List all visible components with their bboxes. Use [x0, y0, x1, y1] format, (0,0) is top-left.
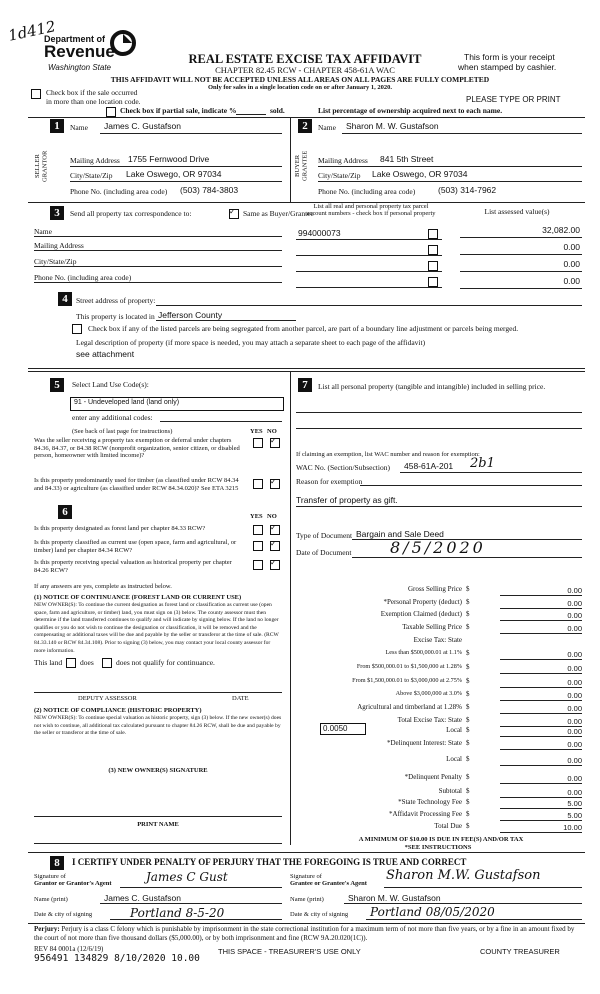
tax-row-dollar: $ [466, 598, 470, 606]
tax-row-dollar: $ [466, 739, 470, 747]
personal-property-checkbox[interactable] [428, 277, 438, 287]
grantee-name[interactable]: Sharon M. W. Gustafson [348, 893, 441, 903]
tax-row-value[interactable]: 0.00 [567, 717, 582, 726]
chapter-line: CHAPTER 82.45 RCW - CHAPTER 458-61A WAC [215, 65, 395, 75]
s6-q3-no-check-icon: ✓ [270, 558, 277, 567]
does-not-label: does not qualify for continuance. [116, 658, 215, 667]
personal-property-checkbox[interactable] [428, 245, 438, 255]
s5-q2-yes-checkbox[interactable] [253, 479, 263, 489]
buyer-name[interactable]: Sharon M. W. Gustafson [346, 121, 439, 131]
tax-row-label: *Delinquent Penalty [404, 773, 462, 781]
assessed-value[interactable]: 0.00 [563, 242, 580, 252]
grantee-date-city[interactable]: Portland 08/05/2020 [370, 905, 495, 919]
doc-date[interactable]: 8/5/2020 [390, 538, 486, 557]
located-county[interactable]: Jefferson County [158, 310, 223, 320]
land-use-label: Select Land Use Code(s): [72, 380, 149, 389]
seller-mailing[interactable]: 1755 Fernwood Drive [128, 154, 210, 164]
segregated-checkbox[interactable] [72, 324, 82, 334]
tax-row-dollar: $ [466, 822, 470, 830]
perjury-text: Perjury is a class C felony which is punishable by imprisonment in the state correctional institution for a maximum term of not more than five years, or by a fine in an amount fixed by the court of not more than five thousand dollars ($5,000.00), or by both imprisonment and fine (RCW 9A.20.020(1C)). [34, 925, 575, 942]
s5-question-1: Was the seller receiving a property tax exemption or deferral under chapters 84.36, 84.37, or 84.38 RCW (nonprofit organization, senior citizen, or disabled person, homeowner with limited income)? [34, 437, 240, 459]
tax-row-dollar: $ [466, 585, 470, 593]
s6-q1-no-check-icon: ✓ [270, 523, 277, 532]
s5-yes-header: YES [250, 428, 263, 435]
tax-row-dollar: $ [466, 649, 470, 657]
tax-row-label: Above $3,000,000 at 3.0% [395, 690, 462, 697]
tax-row-dollar: $ [466, 610, 470, 618]
section-8-number: 8 [50, 856, 64, 870]
grantor-date-city[interactable]: Portland 8-5-20 [130, 906, 225, 920]
tax-row-value[interactable]: 0.00 [567, 740, 582, 749]
section-6-number: 6 [58, 505, 72, 519]
seller-mailing-label: Mailing Address [70, 156, 120, 165]
tax-row-value[interactable]: 0.00 [567, 774, 582, 783]
tax-row-value[interactable]: 0.00 [567, 664, 582, 673]
multi-location-label-1: Check box if the sale occurred [46, 88, 138, 97]
seller-name[interactable]: James C. Gustafson [104, 121, 182, 131]
section-5-number: 5 [50, 378, 64, 392]
reason-value[interactable]: Transfer of property as gift. [296, 495, 398, 505]
logo-revenue: Revenue [44, 42, 115, 61]
parcel-number[interactable]: 994000073 [298, 228, 341, 238]
sold-label: sold. [270, 106, 285, 115]
s6-no-header: NO [267, 513, 277, 520]
tax-row-label: *Personal Property (deduct) [383, 598, 462, 606]
land-does-checkbox[interactable] [66, 658, 76, 668]
buyer-city-label: City/State/Zip [318, 171, 361, 180]
type-or-print: PLEASE TYPE OR PRINT [466, 95, 561, 104]
assessed-value[interactable]: 32,082.00 [542, 225, 580, 235]
s6-yes-header: YES [250, 513, 263, 520]
doc-date-label: Date of Document [296, 548, 352, 557]
section-3-number: 3 [50, 206, 64, 220]
see-instructions: *SEE INSTRUCTIONS [404, 844, 472, 851]
treasurer-stamp: 956491 134829 8/10/2020 10.00 [34, 953, 200, 964]
tax-row-dollar: $ [466, 716, 470, 724]
tax-row-dollar: $ [466, 787, 470, 795]
corr-phone-label: Phone No. (including area code) [34, 273, 132, 282]
deputy-assessor-label: DEPUTY ASSESSOR [78, 695, 137, 702]
buyer-mailing-label: Mailing Address [318, 156, 368, 165]
s6-if-any: If any answers are yes, complete as instructed below. [34, 583, 172, 590]
tax-row-value[interactable]: 5.00 [567, 799, 582, 808]
s6-question-1: Is this property designated as forest land per chapter 84.33 RCW? [34, 525, 206, 532]
s6-question-2: Is this property classified as current use (open space, farm and agricultural, or timber) land per chapter 84.34 RCW? [34, 539, 237, 554]
tax-row-label: *State Technology Fee [398, 798, 462, 806]
assessed-value[interactable]: 0.00 [563, 276, 580, 286]
grantor-signature[interactable]: James C Gust [146, 870, 228, 884]
perjury-note [34, 925, 584, 942]
local-rate-box[interactable] [320, 723, 366, 735]
same-as-buyer-label: Same as Buyer/Grantee [243, 209, 314, 218]
receipt-note-1: This form is your receipt [464, 52, 555, 62]
tax-row-label: *Delinquent Interest: State [386, 739, 462, 747]
print-name-label: PRINT NAME [137, 821, 179, 828]
tax-row-value[interactable]: 0.00 [567, 704, 582, 713]
grantee-date-city-label: Date & city of signing [290, 911, 349, 918]
tax-row-dollar: $ [466, 703, 470, 711]
tax-row-dollar: $ [466, 798, 470, 806]
multi-location-checkbox[interactable] [31, 89, 41, 99]
only-for-line: Only for sales in a single location code on or after January 1, 2020. [208, 84, 392, 91]
tax-row-value[interactable]: 0.00 [567, 691, 582, 700]
tax-row-label: Taxable Selling Price [402, 623, 462, 631]
tax-row-label: Subtotal [438, 787, 462, 795]
tax-row-value[interactable]: 10.00 [563, 823, 582, 832]
county-treasurer: COUNTY TREASURER [480, 947, 560, 956]
tax-row-dollar: $ [466, 663, 470, 671]
revenue-logo [44, 34, 134, 76]
tax-row-value[interactable]: 0.00 [567, 611, 582, 620]
wac-number-label: WAC No. (Section/Subsection) [296, 463, 390, 472]
s6-q2-yes-checkbox[interactable] [253, 541, 263, 551]
s6-question-3: Is this property receiving special valuation as historical property per chapter 84.26 RCW? [34, 559, 232, 574]
notice1-title: (1) NOTICE OF CONTINUANCE (FOREST LAND OR CURRENT USE) [34, 594, 242, 601]
deputy-date-label: DATE [232, 695, 249, 702]
tax-row-label: Agricultural and timberland at 1.28% [357, 703, 462, 711]
see-back-note: (See back of last page for instructions) [72, 428, 173, 435]
form-number: REV 84 0001a (12/6/19) [34, 945, 104, 953]
segregated-label: Check box if any of the listed parcels are being segregated from another parcel, are part of a boundary line adjustment or parcels being merged. [88, 324, 519, 333]
seller-city-label: City/State/Zip [70, 171, 113, 180]
receipt-note-2: when stamped by cashier. [458, 62, 557, 72]
buyer-side-label: BUYER GRANTEE [294, 150, 309, 182]
section-2-number: 2 [298, 119, 312, 133]
partial-percent-field[interactable] [236, 107, 266, 115]
logo-dept-of: Department of [44, 34, 106, 44]
land-use-select[interactable] [70, 397, 284, 411]
grantor-name-label: Name (print) [34, 896, 68, 903]
tax-row-value[interactable]: 5.00 [567, 811, 582, 820]
s5-q2-no-check-icon: ✓ [270, 477, 277, 486]
doc-type[interactable]: Bargain and Sale Deed [356, 529, 444, 539]
this-land-label: This land [34, 658, 63, 667]
s6-q2-no-check-icon: ✓ [270, 539, 277, 548]
grantor-sig-label-1: Signature of [34, 873, 66, 880]
grantee-sig-label-2: Grantee or Grantee's Agent [290, 880, 367, 887]
tax-row-label: Total Excise Tax: State [397, 716, 462, 724]
legal-description-label: Legal description of property (if more space is needed, you may attach a separate sheet to each page of the affidavit) [76, 338, 426, 347]
tax-row-label: *Affidavit Processing Fee [389, 810, 462, 818]
section-7-number: 7 [298, 378, 312, 392]
does-label: does [80, 658, 94, 667]
tax-row-dollar: $ [466, 810, 470, 818]
tax-row-dollar: $ [466, 726, 470, 734]
grantee-signature[interactable]: Sharon M.W. Gustafson [386, 868, 541, 883]
partial-sale-checkbox[interactable] [106, 107, 116, 117]
doc-type-label: Type of Document [296, 531, 353, 540]
personal-property-checkbox[interactable] [428, 261, 438, 271]
tax-row-value[interactable]: 0.00 [567, 756, 582, 765]
buyer-city[interactable]: Lake Oswego, OR 97034 [372, 169, 468, 179]
notice2-title: (2) NOTICE OF COMPLIANCE (HISTORIC PROPERTY) [34, 707, 202, 714]
land-does-not-checkbox[interactable] [102, 658, 112, 668]
section-4-number: 4 [58, 292, 72, 306]
perjury-bold: Perjury: [34, 925, 60, 933]
tax-row-label: Excise Tax: State [413, 636, 462, 644]
partial-sale-label: Check box if partial sale, indicate % [120, 106, 237, 115]
grantor-date-city-label: Date & city of signing [34, 911, 93, 918]
tax-row-value[interactable]: 0.00 [567, 650, 582, 659]
tax-row-label: Exemption Claimed (deduct) [380, 610, 462, 618]
reason-label: Reason for exemption [296, 477, 363, 486]
buyer-phone-label: Phone No. (including area code) [318, 187, 416, 196]
corr-name-label: Name [34, 227, 52, 236]
tax-row-label: Local [446, 755, 462, 763]
tax-row-dollar: $ [466, 623, 470, 631]
page-title: REAL ESTATE EXCISE TAX AFFIDAVIT [188, 52, 422, 66]
tax-row-label: Gross Selling Price [407, 585, 462, 593]
s5-question-2: Is this property predominantly used for timber (as classified under RCW 84.34 and 84.33) or agriculture (as classified under RCW 84.34.020)? See ETA 3215 [34, 477, 239, 492]
treasurer-only: THIS SPACE - TREASURER'S USE ONLY [218, 947, 361, 956]
corr-mailing-label: Mailing Address [34, 241, 84, 250]
section-1-number: 1 [50, 119, 64, 133]
seller-phone[interactable]: (503) 784-3803 [180, 185, 239, 195]
tax-row-value[interactable]: 0.00 [567, 624, 582, 633]
grantor-name[interactable]: James C. Gustafson [104, 893, 182, 903]
located-label: This property is located in [76, 312, 155, 321]
wac-claim-label: If claiming an exemption, list WAC number and reason for exemption: [296, 451, 480, 458]
s5-no-header: NO [267, 428, 277, 435]
corr-city-label: City/State/Zip [34, 257, 77, 266]
seller-side-label: SELLER GRANTOR [34, 150, 49, 182]
notice1-text: NEW OWNER(S): To continue the current designation as forest land or classification as current use (open space, farm and agriculture, or timber) land, you must sign on (3) below. The county assessor must then determine if the land transferred continues to qualify and will indicate by signing below. If the land no longer qualifies or you do not wish to continue the designation or classification, it will be removed and the compensating or additional taxes will be due and payable by the seller or transferor at the time of sale. (RCW 84.33.140 or RCW 84.34.108). Prior to signing (3) below, you may contact your local county assessor for more information. [34, 602, 279, 654]
certify-statement: I CERTIFY UNDER PENALTY OF PERJURY THAT THE FOREGOING IS TRUE AND CORRECT [72, 857, 467, 867]
additional-codes-label: enter any additional codes: [72, 413, 153, 422]
s5-q1-yes-checkbox[interactable] [253, 438, 263, 448]
grantor-sig-label-2: Grantor or Grantor's Agent [34, 880, 112, 887]
tax-row-dollar: $ [466, 690, 470, 698]
s6-q3-yes-checkbox[interactable] [253, 560, 263, 570]
tax-row-value[interactable]: 0.00 [567, 586, 582, 595]
tax-row-dollar: $ [466, 773, 470, 781]
notice2-text: NEW OWNER(S): To continue special valuation as historic property, sign (3) below. If the new owner(s) does not wish to continue, all additional tax calculated pursuant to chapter 84.26 RCW, shall be due and payable by the seller or transferor at the time of sale. [34, 715, 282, 737]
tax-row-value[interactable]: 0.00 [567, 788, 582, 797]
grantee-name-label: Name (print) [290, 896, 324, 903]
grantee-sig-label-1: Signature of [290, 873, 322, 880]
s6-q1-yes-checkbox[interactable] [253, 525, 263, 535]
wac-handwritten: 2b1 [470, 456, 495, 471]
send-correspondence-label: Send all property tax correspondence to: [70, 209, 192, 218]
tax-row-label: Total Due [434, 822, 462, 830]
buyer-phone[interactable]: (503) 314-7962 [438, 185, 497, 195]
buyer-name-label: Name [318, 123, 336, 132]
assessed-value[interactable]: 0.00 [563, 259, 580, 269]
warning-line: THIS AFFIDAVIT WILL NOT BE ACCEPTED UNLESS ALL AREAS ON ALL PAGES ARE FULLY COMPLETED [110, 75, 490, 84]
street-address-label: Street address of property: [76, 296, 156, 305]
logo-state: Washington State [48, 63, 112, 72]
land-use-value: 91 - Undeveloped land (land only) [74, 399, 180, 406]
assessed-header: List assessed value(s) [484, 207, 550, 216]
tax-row-label: Less than $500,000.01 at 1.1% [385, 649, 462, 656]
parcel-header-2: account numbers - check box if personal property [306, 210, 436, 217]
local-rate-value: 0.0050 [323, 724, 348, 733]
logo-swirl-icon [110, 30, 136, 56]
tax-row-label: From $500,000.01 to $1,500,000 at 1.28% [356, 663, 462, 670]
tax-row-label: From $1,500,000.01 to $3,000,000 at 2.75% [352, 677, 462, 684]
tax-row-dollar: $ [466, 755, 470, 763]
parcel-header-1: List all real and personal property tax parcel [313, 203, 429, 210]
tax-row-value[interactable]: 0.00 [567, 599, 582, 608]
list-percentage-label: List percentage of ownership acquired next to each name. [318, 106, 503, 115]
buyer-mailing[interactable]: 841 5th Street [380, 154, 434, 164]
s5-q1-no-check-icon: ✓ [270, 436, 277, 445]
corner-handwritten-note: 1d412 [6, 17, 58, 45]
seller-phone-label: Phone No. (including area code) [70, 187, 168, 196]
wac-number[interactable]: 458-61A-201 [404, 461, 454, 471]
tax-row-label: Local [446, 726, 462, 734]
new-owner-signature-label: (3) NEW OWNER(S) SIGNATURE [108, 767, 208, 774]
tax-row-value[interactable]: 0.00 [567, 727, 582, 736]
minimum-due-note: A MINIMUM OF $10.00 IS DUE IN FEE(S) AND/OR TAX [358, 836, 524, 843]
multi-location-label-2: in more than one location code. [46, 97, 141, 106]
seller-name-label: Name [70, 123, 88, 132]
personal-property-label: List all personal property (tangible and intangible) included in selling price. [318, 382, 546, 391]
seller-city[interactable]: Lake Oswego, OR 97034 [126, 169, 222, 179]
legal-description[interactable]: see attachment [76, 349, 135, 359]
tax-row-dollar: $ [466, 677, 470, 685]
personal-property-checkbox[interactable] [428, 229, 438, 239]
tax-row-value[interactable]: 0.00 [567, 678, 582, 687]
same-as-buyer-check-icon: ✓ [229, 207, 236, 216]
